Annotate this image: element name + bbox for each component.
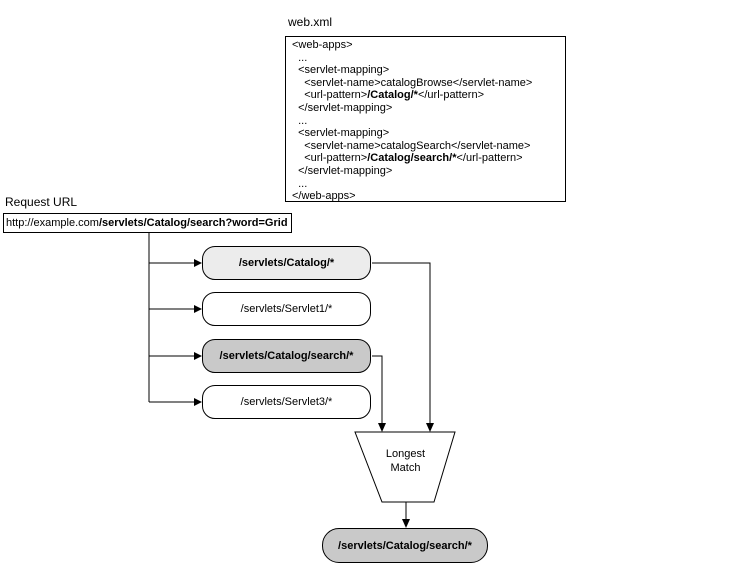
arrowhead-right-1 (194, 259, 202, 267)
match2-route (372, 356, 382, 424)
longest-match-line1: Longest (385, 448, 426, 460)
request-url-title: Request URL (5, 195, 78, 209)
pattern-box-catalog (202, 246, 371, 280)
arrowhead-right-4 (194, 398, 202, 406)
arrowhead-right-3 (194, 352, 202, 360)
pattern-label: /servlets/Catalog/* (238, 257, 335, 269)
pattern-box-catalog-search (202, 339, 371, 373)
arrowhead-down-3 (402, 519, 410, 528)
pattern-box-servlet1 (202, 292, 371, 326)
request-url-host: http://example.com (6, 217, 99, 229)
arrowhead-down-2 (378, 423, 386, 432)
arrowhead-down-1 (426, 423, 434, 432)
pattern-label: /servlets/Servlet1/* (240, 303, 333, 315)
arrowhead-right-2 (194, 305, 202, 313)
longest-match-label (356, 447, 455, 475)
pattern-label: /servlets/Catalog/search/* (219, 350, 354, 362)
webxml-code: <web-apps> ... <servlet-mapping> <servlet-name>catalogBrowse</servlet-name> <url-pattern>/Catalog/*</url-pattern> </servlet-mapping> ... <servlet-mapping> <servlet-name>catalogSearch</servlet-name> <url-pattern>/Catalog/search/*</url-pattern> </servlet-mapping> ... </web-apps> (292, 39, 533, 203)
result-label: /servlets/Catalog/search/* (338, 539, 472, 552)
webxml-title: web.xml (288, 15, 333, 29)
pattern-label: /servlets/Servlet3/* (240, 396, 333, 408)
webxml-code-box (285, 36, 566, 202)
result-box (322, 528, 488, 563)
longest-match-line2: Match (390, 462, 421, 474)
match1-route (372, 263, 430, 424)
pattern-box-servlet3 (202, 385, 371, 419)
request-url-box (3, 213, 292, 233)
request-url-path: /servlets/Catalog/search?word=Grid (98, 217, 288, 229)
